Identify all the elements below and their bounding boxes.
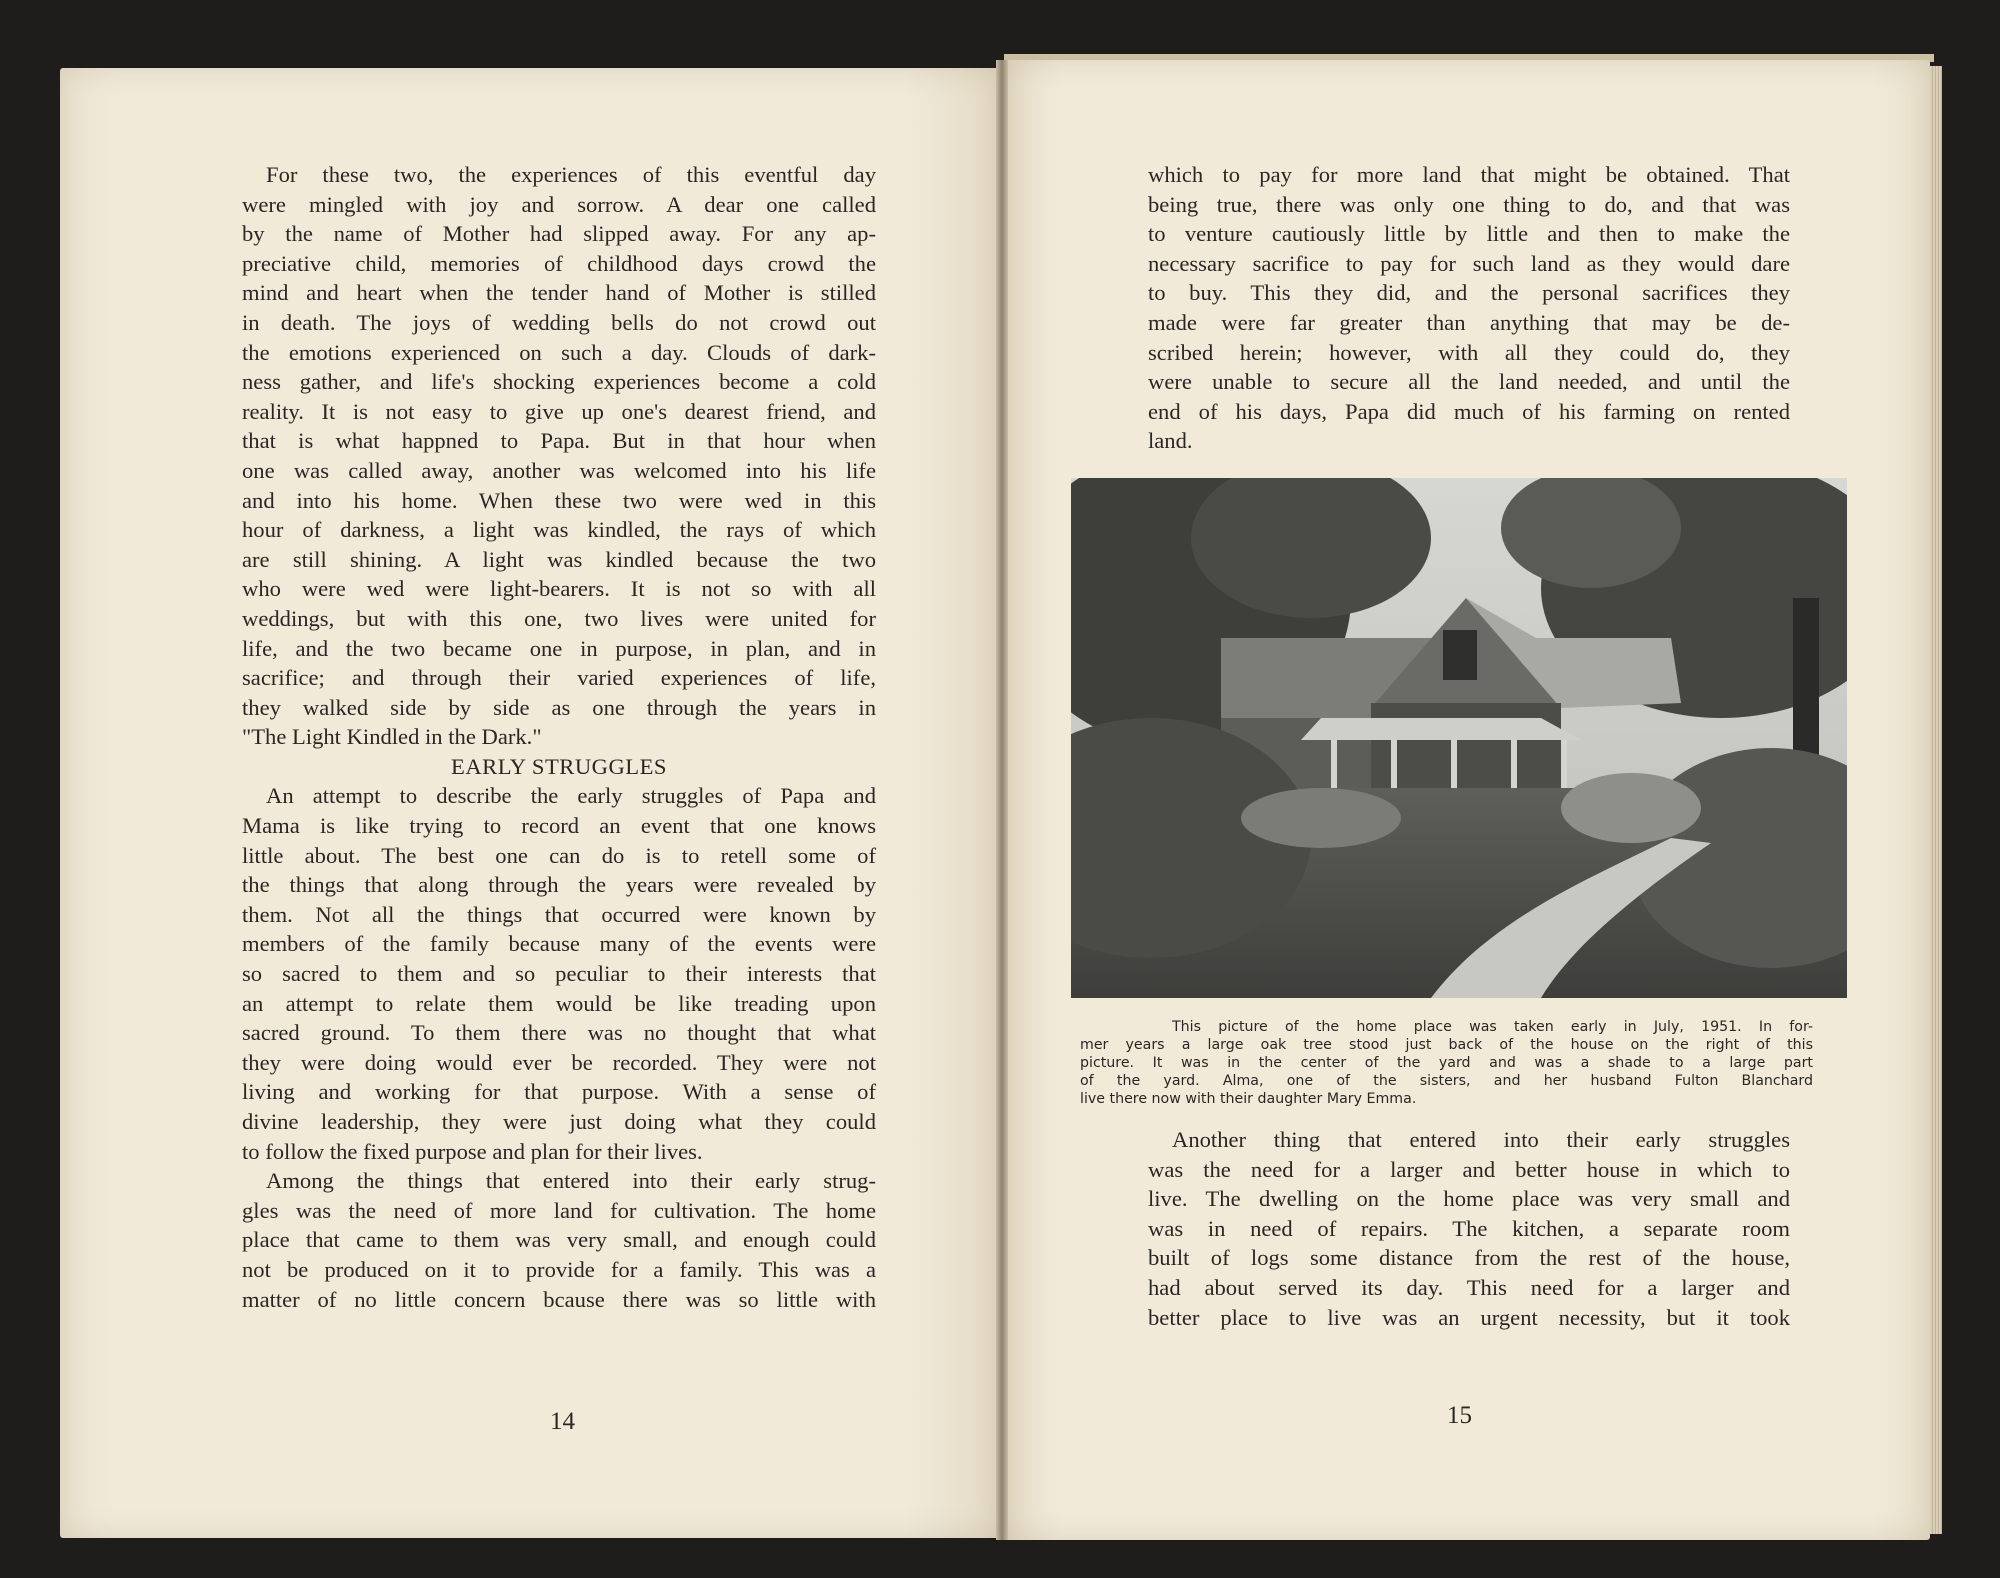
text-line: matter of no little concern bcause there was so little with bbox=[242, 1286, 876, 1312]
text-line: to buy. This they did, and the personal sacrifices they bbox=[1148, 280, 1790, 306]
paragraph-early-struggles bbox=[242, 781, 876, 1166]
text-line: that is what happned to Papa. But in that hour when bbox=[242, 428, 876, 454]
caption-line: mer years a large oak tree stood just back of the house on the right of this bbox=[1080, 1037, 1813, 1053]
text-line: was the need for a larger and better house in which to bbox=[1148, 1156, 1790, 1182]
text-line: the emotions experienced on such a day. Clouds of dark- bbox=[242, 339, 876, 365]
photo-caption bbox=[1080, 1018, 1813, 1108]
text-line: An attempt to describe the early struggles of Papa and bbox=[266, 783, 876, 809]
text-line: to follow the fixed purpose and plan for their lives. bbox=[242, 1138, 703, 1164]
caption-line: This picture of the home place was taken early in July, 1951. In for- bbox=[1172, 1019, 1813, 1035]
text-line: are still shining. A light was kindled because the two bbox=[242, 546, 876, 572]
caption-line: picture. It was in the center of the yard and was a shade to a large part bbox=[1080, 1055, 1813, 1071]
text-line: sacred ground. To them there was no thought that what bbox=[242, 1020, 876, 1046]
right-page-text-bottom bbox=[1148, 1125, 1790, 1332]
text-line: they walked side by side as one through the years in bbox=[242, 694, 876, 720]
text-line: place that came to them was very small, and enough could bbox=[242, 1227, 876, 1253]
text-line: not be produced on it to provide for a family. This was a bbox=[242, 1256, 876, 1282]
text-line: life, and the two became one in purpose, in plan, and in bbox=[242, 635, 876, 661]
text-line: For these two, the experiences of this eventful day bbox=[266, 162, 876, 187]
text-line: land. bbox=[1148, 428, 1193, 454]
text-line: weddings, but with this one, two lives were united for bbox=[242, 605, 876, 631]
page-number: 14 bbox=[550, 1408, 575, 1435]
page-number: 15 bbox=[1447, 1402, 1472, 1429]
text-line: which to pay for more land that might be obtained. That bbox=[1148, 162, 1790, 187]
text-line: Mama is like trying to record an event that one knows bbox=[242, 813, 876, 839]
text-line: "The Light Kindled in the Dark." bbox=[242, 724, 542, 750]
text-line: gles was the need of more land for cultivation. The home bbox=[242, 1197, 876, 1223]
text-line: scribed herein; however, with all they could do, they bbox=[1148, 339, 1790, 365]
text-line: were unable to secure all the land needed, and until the bbox=[1148, 369, 1790, 395]
book-gutter bbox=[996, 60, 1008, 1540]
text-line: had about served its day. This need for a larger and bbox=[1148, 1274, 1790, 1300]
text-line: members of the family because many of the events were bbox=[242, 931, 876, 957]
text-line: made were far greater than anything that may be de- bbox=[1148, 309, 1790, 335]
text-line: them. Not all the things that occurred were known by bbox=[242, 901, 876, 927]
house-photo-icon bbox=[1071, 478, 1847, 998]
text-line: the things that along through the years were revealed by bbox=[242, 872, 876, 898]
left-page-text bbox=[242, 160, 876, 1314]
text-line: preciative child, memories of childhood days crowd the bbox=[242, 250, 876, 276]
text-line: built of logs some distance from the rest of the house, bbox=[1148, 1245, 1790, 1271]
text-line: an attempt to relate them would be like treading upon bbox=[242, 990, 876, 1016]
text-line: living and working for that purpose. With a sense of bbox=[242, 1079, 876, 1105]
text-line: end of his days, Papa did much of his farming on rented bbox=[1148, 398, 1790, 424]
text-line: being true, there was only one thing to do, and that was bbox=[1148, 191, 1790, 217]
text-line: little about. The best one can do is to retell some of bbox=[242, 842, 876, 868]
text-line: divine leadership, they were just doing what they could bbox=[242, 1109, 876, 1134]
paragraph-more-land bbox=[242, 1166, 876, 1314]
paragraph-the-light-kindled bbox=[242, 160, 876, 752]
text-line: by the name of Mother had slipped away. For any ap- bbox=[242, 221, 876, 247]
text-line: mind and heart when the tender hand of Mother is stilled bbox=[242, 280, 876, 306]
text-line: they were doing would ever be recorded. They were not bbox=[242, 1049, 876, 1075]
text-line: in death. The joys of wedding bells do not crowd out bbox=[242, 309, 876, 335]
house-photo bbox=[1071, 478, 1847, 998]
text-line: so sacred to them and so peculiar to their interests that bbox=[242, 961, 876, 987]
caption-line: live there now with their daughter Mary Emma. bbox=[1080, 1091, 1417, 1107]
text-line: who were wed were light-bearers. It is not so with all bbox=[242, 576, 876, 602]
text-line: better place to live was an urgent necessity, but it took bbox=[1148, 1304, 1790, 1330]
caption-line: of the yard. Alma, one of the sisters, and her husband Fulton Blanchard bbox=[1080, 1073, 1813, 1089]
text-line: Among the things that entered into their early strug- bbox=[266, 1168, 876, 1194]
text-line: live. The dwelling on the home place was very small and bbox=[1148, 1186, 1790, 1212]
text-line: was in need of repairs. The kitchen, a separate room bbox=[1148, 1215, 1790, 1241]
text-line: ness gather, and life's shocking experiences become a cold bbox=[242, 369, 876, 395]
page-edges bbox=[1930, 66, 1942, 1534]
section-heading: EARLY STRUGGLES bbox=[451, 753, 667, 779]
text-line: to venture cautiously little by little and then to make the bbox=[1148, 221, 1790, 247]
text-line: one was called away, another was welcomed into his life bbox=[242, 457, 876, 483]
text-line: and into his home. When these two were wed in this bbox=[242, 487, 876, 513]
text-line: were mingled with joy and sorrow. A dear one called bbox=[242, 191, 876, 217]
text-line: sacrifice; and through their varied experiences of life, bbox=[242, 665, 876, 691]
right-page-text-top bbox=[1148, 160, 1790, 456]
text-line: Another thing that entered into their early struggles bbox=[1172, 1127, 1790, 1152]
text-line: reality. It is not easy to give up one's dearest friend, and bbox=[242, 398, 876, 424]
text-line: hour of darkness, a light was kindled, the rays of which bbox=[242, 517, 876, 543]
text-line: necessary sacrifice to pay for such land as they would dare bbox=[1148, 250, 1790, 276]
